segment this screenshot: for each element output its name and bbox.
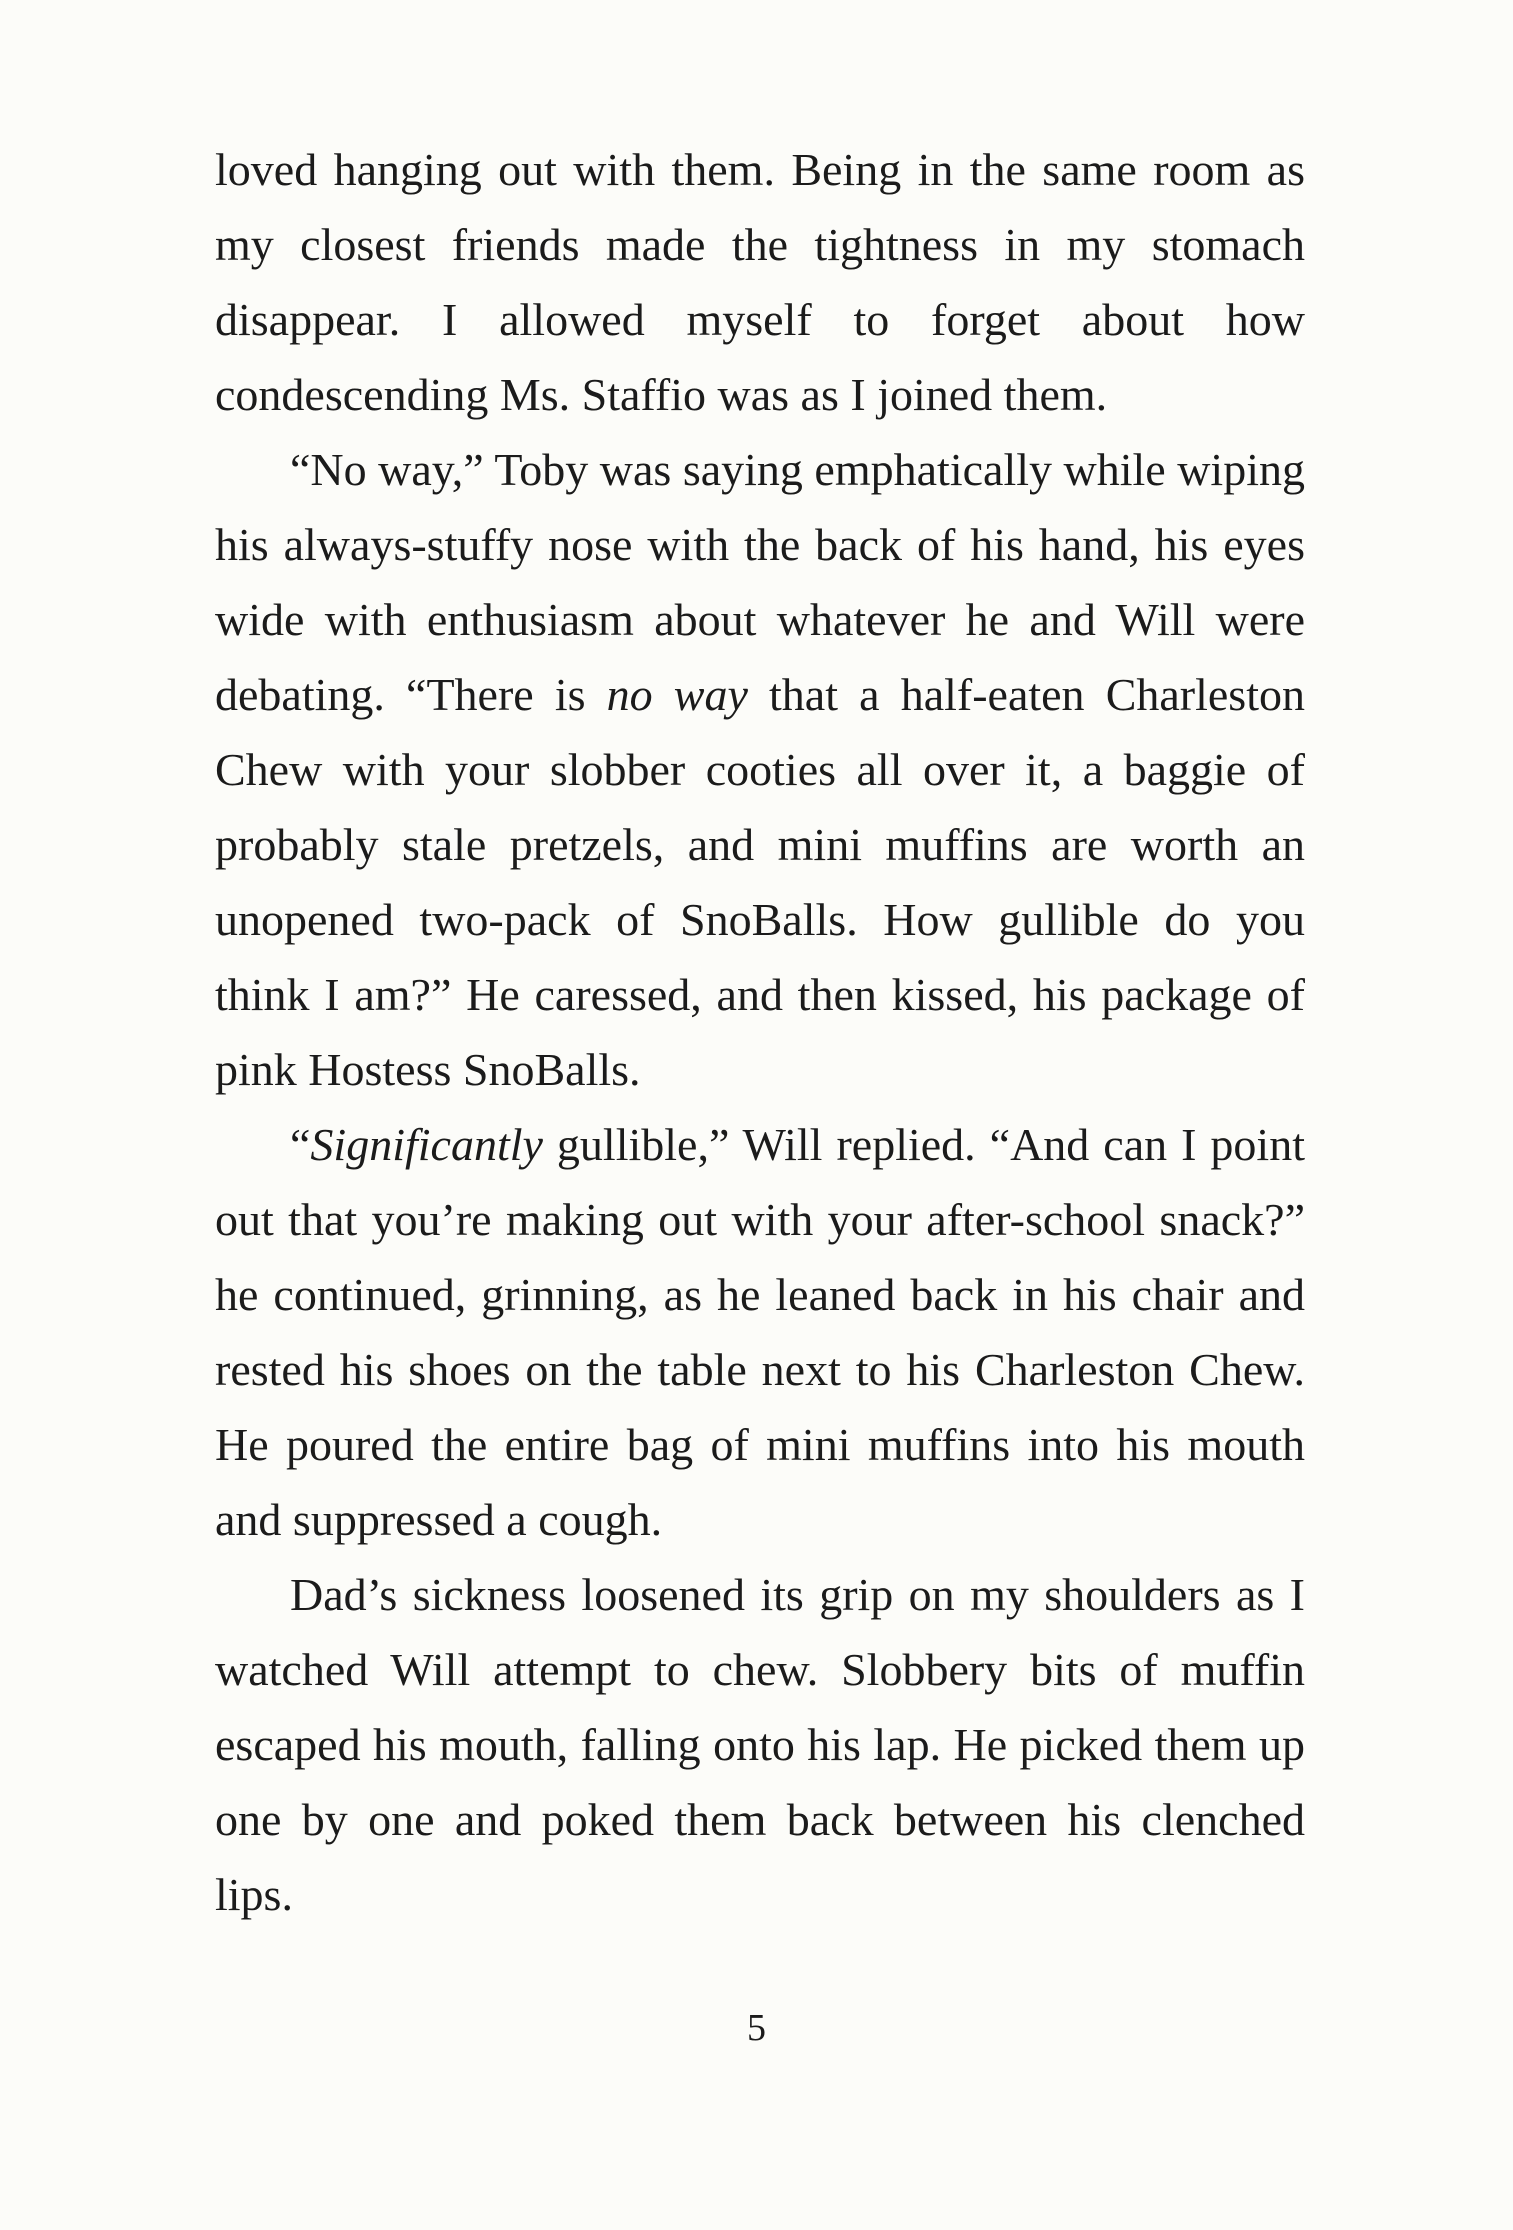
paragraph-3-text-a: “ bbox=[290, 1119, 311, 1170]
paragraph-3-italic: Significantly bbox=[310, 1119, 543, 1170]
paragraph-2-text-a: “No way,” Toby was saying emphatically while wiping his always-stuffy nose with the back of his hand, his eyes wide with enthusiasm about whatever he and Will were debating. “There is bbox=[215, 444, 1305, 720]
paragraph-1 bbox=[215, 132, 1305, 432]
paragraph-2-italic: no way bbox=[606, 669, 748, 720]
paragraph-2 bbox=[215, 432, 1305, 1107]
paragraph-3-text-b: gullible,” Will replied. “And can I point out that you’re making out with your after-school snack?” he continued, grinning, as he leaned back in his chair and rested his shoes on the table next to his Charleston Chew. He poured the entire bag of mini muffins into his mouth and suppressed a cough. bbox=[215, 1119, 1305, 1545]
page-number: 5 bbox=[747, 2007, 766, 2049]
paragraph-4-text: Dad’s sickness loosened its grip on my shoulders as I watched Will attempt to chew. Slobbery bits of muffin escaped his mouth, falling onto his lap. He picked them up one by one and poked them back between his clenched lips. bbox=[215, 1569, 1305, 1920]
paragraph-2-text-b: that a half-eaten Charleston Chew with your slobber cooties all over it, a baggie of probably stale pretzels, and mini muffins are worth an unopened two-pack of SnoBalls. How gullible do you think I am?” He caressed, and then kissed, his package of pink Hostess SnoBalls. bbox=[215, 669, 1305, 1095]
paragraph-4 bbox=[215, 1557, 1305, 1932]
paragraph-1-text: loved hanging out with them. Being in the same room as my closest friends made the tightness in my stomach disappear. I allowed myself to forget about how condescending Ms. Staffio was as I joined them. bbox=[215, 144, 1305, 420]
paragraph-3 bbox=[215, 1107, 1305, 1557]
body-text bbox=[215, 132, 1305, 1932]
